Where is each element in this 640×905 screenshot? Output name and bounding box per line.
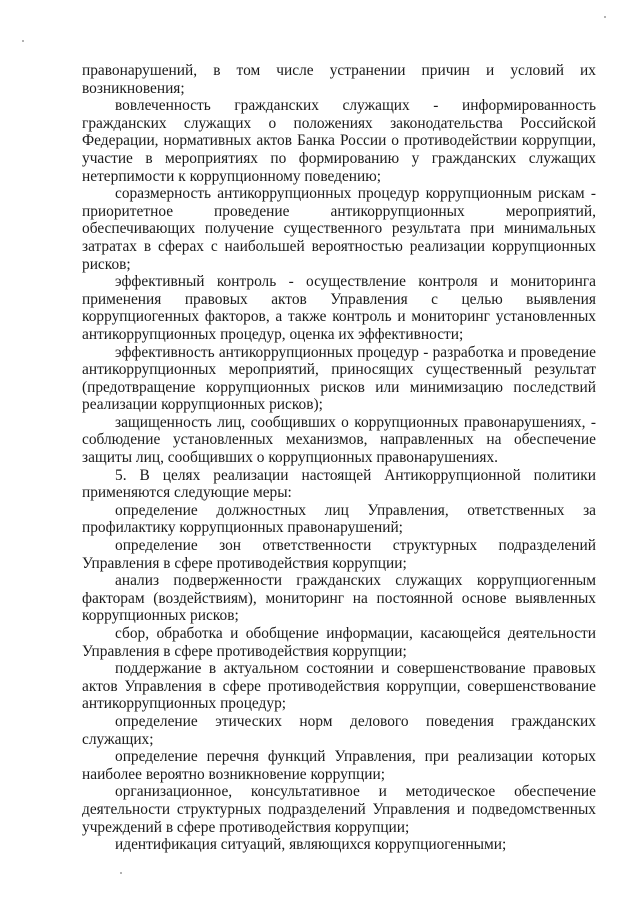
- paragraph-measure-ethics: определение этических норм делового поведения гражданских служащих;: [82, 712, 596, 748]
- document-body: [82, 62, 596, 854]
- paragraph-proportionality: соразмерность антикоррупционных процедур коррупционным рискам - приоритетное проведение антикоррупционных мероприятий, обеспечивающих получение существенного результата при минимальных затратах в сферах с наибольшей вероятностью реализации коррупционных рисков;: [82, 185, 596, 273]
- paragraph-measure-responsibility-zones: определение зон ответственности структурных подразделений Управления в сфере противодействия коррупции;: [82, 537, 596, 572]
- paragraph-civil-servants-involvement: вовлеченность гражданских служащих - информированность гражданских служащих о положениях законодательства Российской Федерации, нормативных актов Банка России о противодействии коррупции, участие в мероприятиях по формированию у гражданских служащих нетерпимости к коррупционному поведению;: [82, 97, 596, 185]
- paragraph-measure-responsible-officials: определение должностных лиц Управления, ответственных за профилактику коррупционных правонарушений;: [82, 501, 596, 537]
- paragraph-measure-situation-identification: идентификация ситуаций, являющихся коррупциогенными;: [115, 836, 507, 854]
- paragraph-measure-functions-list: определение перечня функций Управления, при реализации которых наиболее вероятно возникновение коррупции;: [82, 748, 596, 783]
- paragraph-continuation: правонарушений, в том числе устранении причин и условий их возникновения;: [82, 62, 596, 97]
- paragraph-measure-legal-acts: поддержание в актуальном состоянии и совершенствование правовых актов Управления в сфере противодействия коррупции, совершенствование антикоррупционных процедур;: [82, 660, 596, 713]
- paragraph-whistleblower-protection: защищенность лиц, сообщивших о коррупционных правонарушениях, - соблюдение установленных механизмов, направленных на обеспечение защиты лиц, сообщивших о коррупционных правонарушениях.: [82, 413, 596, 467]
- scan-speck: [604, 16, 606, 18]
- paragraph-section-5-intro: 5. В целях реализации настоящей Антикоррупционной политики применяются следующие меры:: [82, 466, 596, 502]
- paragraph-measure-information-collection: сбор, обработка и обобщение информации, касающейся деятельности Управления в сфере противодействия коррупции;: [82, 625, 596, 660]
- paragraph-measure-risk-analysis: анализ подверженности гражданских служащих коррупциогенным факторам (воздействиям), мониторинг на постоянной основе выявленных коррупционных рисков;: [82, 572, 596, 625]
- paragraph-procedure-effectiveness: эффективность антикоррупционных процедур - разработка и проведение антикоррупционных мероприятий, приносящих существенный результат (предотвращение коррупционных рисков или минимизацию последствий реализации коррупционных рисков);: [82, 343, 596, 414]
- paragraph-measure-methodical-support: организационное, консультативное и методическое обеспечение деятельности структурных подразделений Управления и подведомственных учреждений в сфере противодействия коррупции;: [82, 783, 596, 836]
- scan-speck: [22, 40, 24, 42]
- paragraph-effective-control: эффективный контроль - осуществление контроля и мониторинга применения правовых актов Управления с целью выявления коррупциогенных факторов, а также контроль и мониторинг установленных антикоррупционных процедур, оценка их эффективности;: [82, 273, 596, 343]
- scan-speck: [120, 872, 122, 874]
